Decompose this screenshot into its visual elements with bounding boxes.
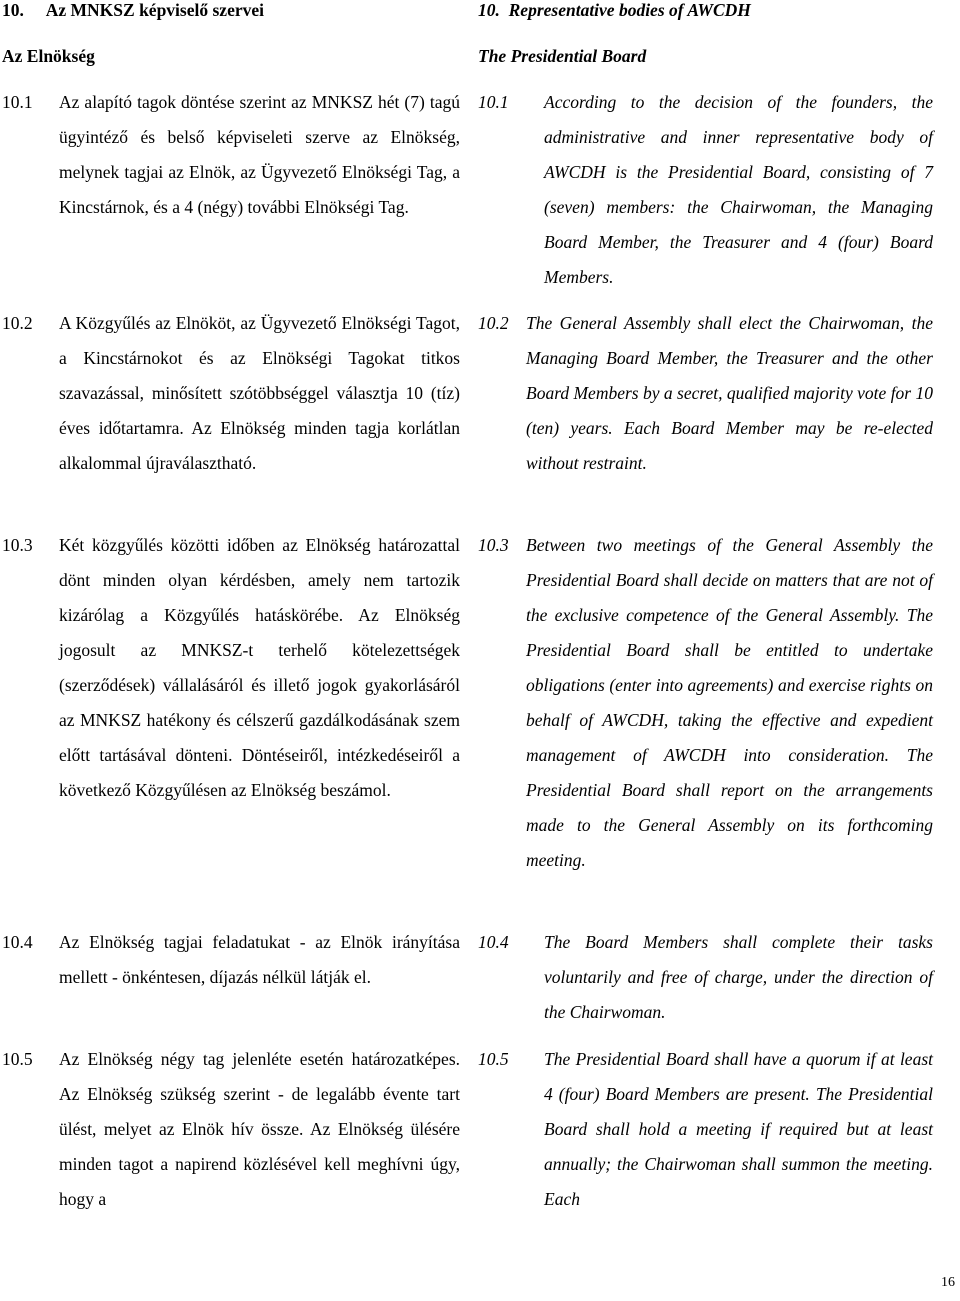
clause-number: 10.1: [2, 92, 33, 112]
clause-number: 10.1: [478, 92, 509, 112]
clause-text: According to the decision of the founders, the administrative and inner representative body of AWCDH is the Presidential Board, consisting of 7 (seven) members: the Chairwoman, the Managing Board Member, the Treasurer and 4 (four) Board Members.: [544, 92, 933, 287]
clause-number: 10.5: [478, 1049, 509, 1069]
clause-number: 10.3: [478, 535, 509, 555]
hu-section-heading: 10. Az MNKSZ képviselő szervei: [2, 0, 264, 20]
clause-text: The Board Members shall complete their tasks voluntarily and free of charge, under the direction of the Chairwoman.: [544, 932, 933, 1022]
clause-text: The Presidential Board shall have a quorum if at least 4 (four) Board Members are present. The Presidential Board shall hold a meeting if required but at least annually; the Chairwoman shall summon the meeting. Each: [544, 1049, 933, 1209]
clause-text: Az Elnökség négy tag jelenléte esetén határozatképes. Az Elnökség szükség szerint - de legalább évente tart ülést, melyet az Elnök hív össze. Az Elnökség ülésére minden tagot a napirend közlésével kell meghívni úgy, hogy a: [59, 1049, 460, 1209]
clause-number: 10.2: [2, 313, 33, 333]
en-section-heading: 10. Representative bodies of AWCDH: [478, 0, 751, 20]
clause-text: The General Assembly shall elect the Chairwoman, the Managing Board Member, the Treasurer and the other Board Members by a secret, qualified majority vote for 10 (ten) years. Each Board Member may be re-elected without restraint.: [526, 313, 933, 473]
clause-number: 10.2: [478, 313, 509, 333]
clause-text: Két közgyűlés közötti időben az Elnökség határozattal dönt minden olyan kérdésben, amely nem tartozik kizárólag a Közgyűlés hatáskörébe. Az Elnökség jogosult az MNKSZ-t terhelő kötelezettségek (szerződések) vállalásáról és illető jogok gyakorlásáról az MNKSZ hatékony és célszerű gazdálkodásának szem előtt tartásával dönteni. Döntéseiről, intézkedéseiről a következő Közgyűlésen az Elnökség beszámol.: [59, 535, 460, 800]
clause-number: 10.3: [2, 535, 33, 555]
page-number: 16: [941, 1275, 955, 1290]
clause-number: 10.4: [2, 932, 33, 952]
hu-subheading: Az Elnökség: [2, 46, 95, 66]
clause-text: A Közgyűlés az Elnököt, az Ügyvezető Elnökségi Tagot, a Kincstárnokot és az Elnökségi Tagokat titkos szavazással, minősített szótöbbséggel választja 10 (tíz) éves időtartamra. Az Elnökség minden tagja korlátlan alkalommal újraválasztható.: [59, 313, 460, 473]
clause-number: 10.5: [2, 1049, 33, 1069]
en-subheading: The Presidential Board: [478, 46, 647, 66]
clause-number: 10.4: [478, 932, 509, 952]
clause-text: Between two meetings of the General Assembly the Presidential Board shall decide on matters that are not of the exclusive competence of the General Assembly. The Presidential Board shall be entitled to undertake obligations (enter into agreements) and exercise rights on behalf of AWCDH, taking the effective and expedient management of AWCDH into consideration. The Presidential Board shall report on the arrangements made to the General Assembly on its forthcoming meeting.: [526, 535, 933, 870]
clause-text: Az alapító tagok döntése szerint az MNKSZ hét (7) tagú ügyintéző és belső képviseleti szerve az Elnökség, melynek tagjai az Elnök, az Ügyvezető Elnökségi Tag, a Kincstárnok, és a 4 (négy) további Elnökségi Tag.: [59, 92, 460, 217]
clause-text: Az Elnökség tagjai feladatukat - az Elnök irányítása mellett - önkéntesen, díjazás nélkül látják el.: [59, 932, 460, 987]
